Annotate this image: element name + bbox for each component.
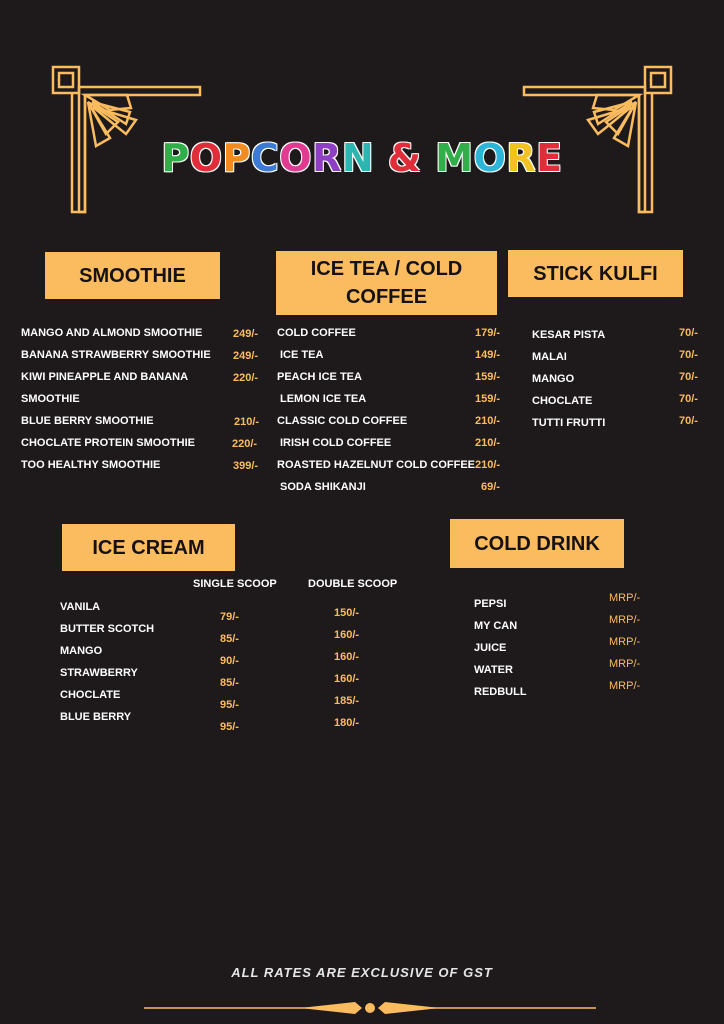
title-letter: O: [473, 136, 507, 180]
icetea-item-name: PEACH ICE TEA: [277, 371, 362, 383]
icecream-item-name: BUTTER SCOTCH: [60, 623, 155, 635]
icecream-item-name: CHOCLATE: [60, 689, 121, 701]
kulfi-item-price: 70/-: [679, 393, 698, 405]
icecream-single-price: 85/-: [220, 677, 239, 689]
smoothie-item-name: SMOOTHIE: [21, 393, 80, 405]
icetea-item-price: 159/-: [475, 371, 501, 383]
icetea-item-price: 210/-: [475, 437, 501, 449]
kulfi-item-price: 70/-: [679, 415, 698, 427]
smoothie-item-name: KIWI PINEAPPLE AND BANANA: [21, 371, 189, 383]
icetea-item-name: COLD COFFEE: [277, 327, 356, 339]
single-scoop-label: SINGLE SCOOP: [193, 578, 277, 590]
smoothie-item-price: 220/-: [232, 438, 258, 450]
icetea-item-price: 210/-: [475, 459, 501, 471]
icetea-item-name: ICE TEA: [280, 349, 324, 361]
smoothie-item-price: 399/-: [233, 460, 259, 472]
icecream-single-price: 90/-: [220, 655, 239, 667]
icetea-item-price: 149/-: [475, 349, 501, 361]
icecream-heading: ICE CREAM: [62, 524, 235, 571]
colddrink-item-price: MRP/-: [609, 592, 641, 604]
smoothie-item-name: TOO HEALTHY SMOOTHIE: [21, 459, 161, 471]
icetea-item-price: 69/-: [481, 481, 500, 493]
gst-note: ALL RATES ARE EXCLUSIVE OF GST: [231, 965, 493, 980]
title-letter: &: [387, 136, 422, 180]
colddrink-item-name: REDBULL: [474, 686, 527, 698]
title-letter: [374, 136, 388, 180]
icecream-item-name: STRAWBERRY: [60, 667, 138, 679]
colddrink-item-price: MRP/-: [609, 680, 641, 692]
kulfi-item-name: TUTTI FRUTTI: [532, 417, 606, 429]
icecream-double-price: 160/-: [334, 651, 360, 663]
icetea-item-price: 159/-: [475, 393, 501, 405]
smoothie-heading: SMOOTHIE: [45, 252, 220, 299]
colddrink-heading: COLD DRINK: [450, 519, 624, 568]
icetea-item-name: LEMON ICE TEA: [280, 393, 367, 405]
smoothie-item-price: 249/-: [233, 328, 259, 340]
colddrink-item-name: MY CAN: [474, 620, 518, 632]
icecream-double-price: 185/-: [334, 695, 360, 707]
icecream-double-price: 160/-: [334, 629, 360, 641]
title-letter: E: [536, 136, 563, 180]
icetea-item-price: 210/-: [475, 415, 501, 427]
title-letter: O: [279, 136, 313, 180]
title-letter: [422, 136, 436, 180]
icetea-item-name: ROASTED HAZELNUT COLD COFFEE: [277, 459, 475, 471]
smoothie-item-name: BANANA STRAWBERRY SMOOTHIE: [21, 349, 211, 361]
icecream-item-name: MANGO: [60, 645, 103, 657]
footer-divider: [140, 998, 600, 1018]
kulfi-item-price: 70/-: [679, 327, 698, 339]
icecream-single-price: 79/-: [220, 611, 239, 623]
smoothie-item-price: 210/-: [234, 416, 260, 428]
title-letter: N: [341, 136, 375, 180]
smoothie-item-name: BLUE BERRY SMOOTHIE: [21, 415, 154, 427]
icecream-single-price: 85/-: [220, 633, 239, 645]
kulfi-item-name: MALAI: [532, 351, 567, 363]
kulfi-item-name: MANGO: [532, 373, 575, 385]
icetea-item-name: IRISH COLD COFFEE: [280, 437, 392, 449]
title-letter: R: [312, 136, 342, 180]
icecream-single-price: 95/-: [220, 721, 239, 733]
smoothie-item-price: 220/-: [233, 372, 259, 384]
smoothie-item-price: 249/-: [233, 350, 259, 362]
colddrink-item-price: MRP/-: [609, 658, 641, 670]
colddrink-item-name: JUICE: [474, 642, 507, 654]
double-scoop-label: DOUBLE SCOOP: [308, 578, 398, 590]
smoothie-item-name: MANGO AND ALMOND SMOOTHIE: [21, 327, 203, 339]
icecream-item-name: BLUE BERRY: [60, 711, 132, 723]
kulfi-item-price: 70/-: [679, 371, 698, 383]
title-letter: R: [506, 136, 537, 180]
colddrink-item-price: MRP/-: [609, 636, 641, 648]
title-letter: P: [222, 136, 251, 180]
colddrink-item-name: WATER: [474, 664, 513, 676]
icecream-item-name: VANILA: [60, 601, 101, 613]
page-title: [0, 136, 724, 180]
icetea-item-price: 179/-: [475, 327, 501, 339]
title-letter: P: [161, 136, 190, 180]
icetea-heading: ICE TEA / COLD COFFEE: [276, 251, 497, 315]
icecream-double-price: 180/-: [334, 717, 360, 729]
colddrink-item-name: PEPSI: [474, 598, 507, 610]
title-letter: C: [250, 136, 280, 180]
kulfi-heading: STICK KULFI: [508, 250, 683, 297]
icecream-double-price: 150/-: [334, 607, 360, 619]
smoothie-item-name: CHOCLATE PROTEIN SMOOTHIE: [21, 437, 195, 449]
kulfi-item-price: 70/-: [679, 349, 698, 361]
colddrink-item-price: MRP/-: [609, 614, 641, 626]
kulfi-item-name: KESAR PISTA: [532, 329, 606, 341]
icecream-single-price: 95/-: [220, 699, 239, 711]
kulfi-item-name: CHOCLATE: [532, 395, 593, 407]
title-letter: O: [189, 136, 223, 180]
icecream-double-price: 160/-: [334, 673, 360, 685]
icetea-item-name: CLASSIC COLD COFFEE: [277, 415, 408, 427]
icetea-item-name: SODA SHIKANJI: [280, 481, 366, 493]
title-letter: M: [435, 136, 474, 180]
